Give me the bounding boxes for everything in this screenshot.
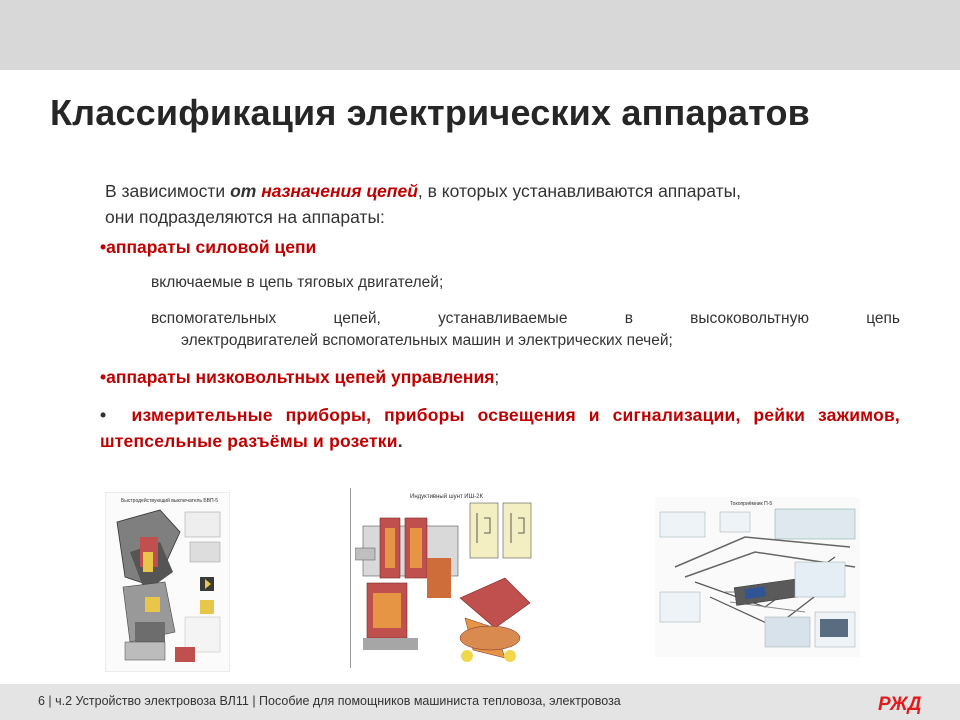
bullet-instruments bbox=[100, 402, 900, 454]
footer bbox=[38, 694, 621, 708]
footer-text: | ч.2 Устройство электровоза ВЛ11 | Пособие для помощников машиниста тепловоза, электровоза bbox=[44, 694, 621, 708]
rzd-logo-text: РЖД bbox=[878, 694, 922, 714]
bullet-marker: • bbox=[100, 405, 107, 425]
rzd-logo bbox=[876, 692, 928, 714]
inductive-shunt-illustration bbox=[355, 488, 535, 673]
image-divider bbox=[350, 488, 351, 668]
img3-caption: Токоприёмник П-5 bbox=[730, 501, 773, 507]
bullet-instruments-text: измерительные приборы, приборы освещения и сигнализации, рейки зажимов, штепсельные разъёмы и розетки bbox=[100, 405, 900, 451]
circuit-breaker-illustration bbox=[105, 492, 230, 672]
page-number: 6 bbox=[38, 694, 45, 708]
intro-line2: они подразделяются на аппараты: bbox=[105, 207, 385, 227]
bullet-low-voltage bbox=[100, 364, 900, 390]
intro-emphasis: назначения цепей bbox=[261, 181, 418, 201]
bullet-low-voltage-tail: ; bbox=[494, 367, 500, 387]
intro-prefix: В зависимости bbox=[105, 181, 231, 201]
images-row bbox=[0, 485, 960, 675]
bullet-power-text: аппараты силовой цепи bbox=[106, 237, 317, 257]
sub-auxiliary-line1: вспомогательных цепей, устанавливаемые в высоковольтную цепь bbox=[151, 310, 900, 327]
bullet-power-circuit bbox=[100, 234, 900, 260]
bullet-marker: • bbox=[100, 367, 107, 387]
img1-caption: Быстродействующий выключатель БВП-5 bbox=[121, 498, 219, 504]
top-band bbox=[0, 0, 960, 70]
slide-content bbox=[100, 178, 900, 454]
bullet-instruments-tail: . bbox=[397, 431, 403, 451]
pantograph-illustration bbox=[655, 497, 860, 657]
sub-traction: включаемые в цепь тяговых двигателей; bbox=[151, 274, 444, 291]
intro-paragraph bbox=[105, 178, 900, 230]
slide-title: Классификация электрических аппаратов bbox=[50, 92, 811, 133]
bullet-marker: • bbox=[100, 237, 107, 257]
intro-ot: от bbox=[230, 181, 257, 201]
img2-caption: Индуктивный шунт ИШ-2К bbox=[410, 494, 483, 500]
sub-auxiliary-line2: электродвигателей вспомогательных машин и электрических печей; bbox=[181, 332, 673, 349]
intro-suffix: , в которых устанавливаются аппараты, bbox=[417, 181, 742, 201]
bullet-low-voltage-text: аппараты низковольтных цепей управления bbox=[106, 367, 495, 387]
